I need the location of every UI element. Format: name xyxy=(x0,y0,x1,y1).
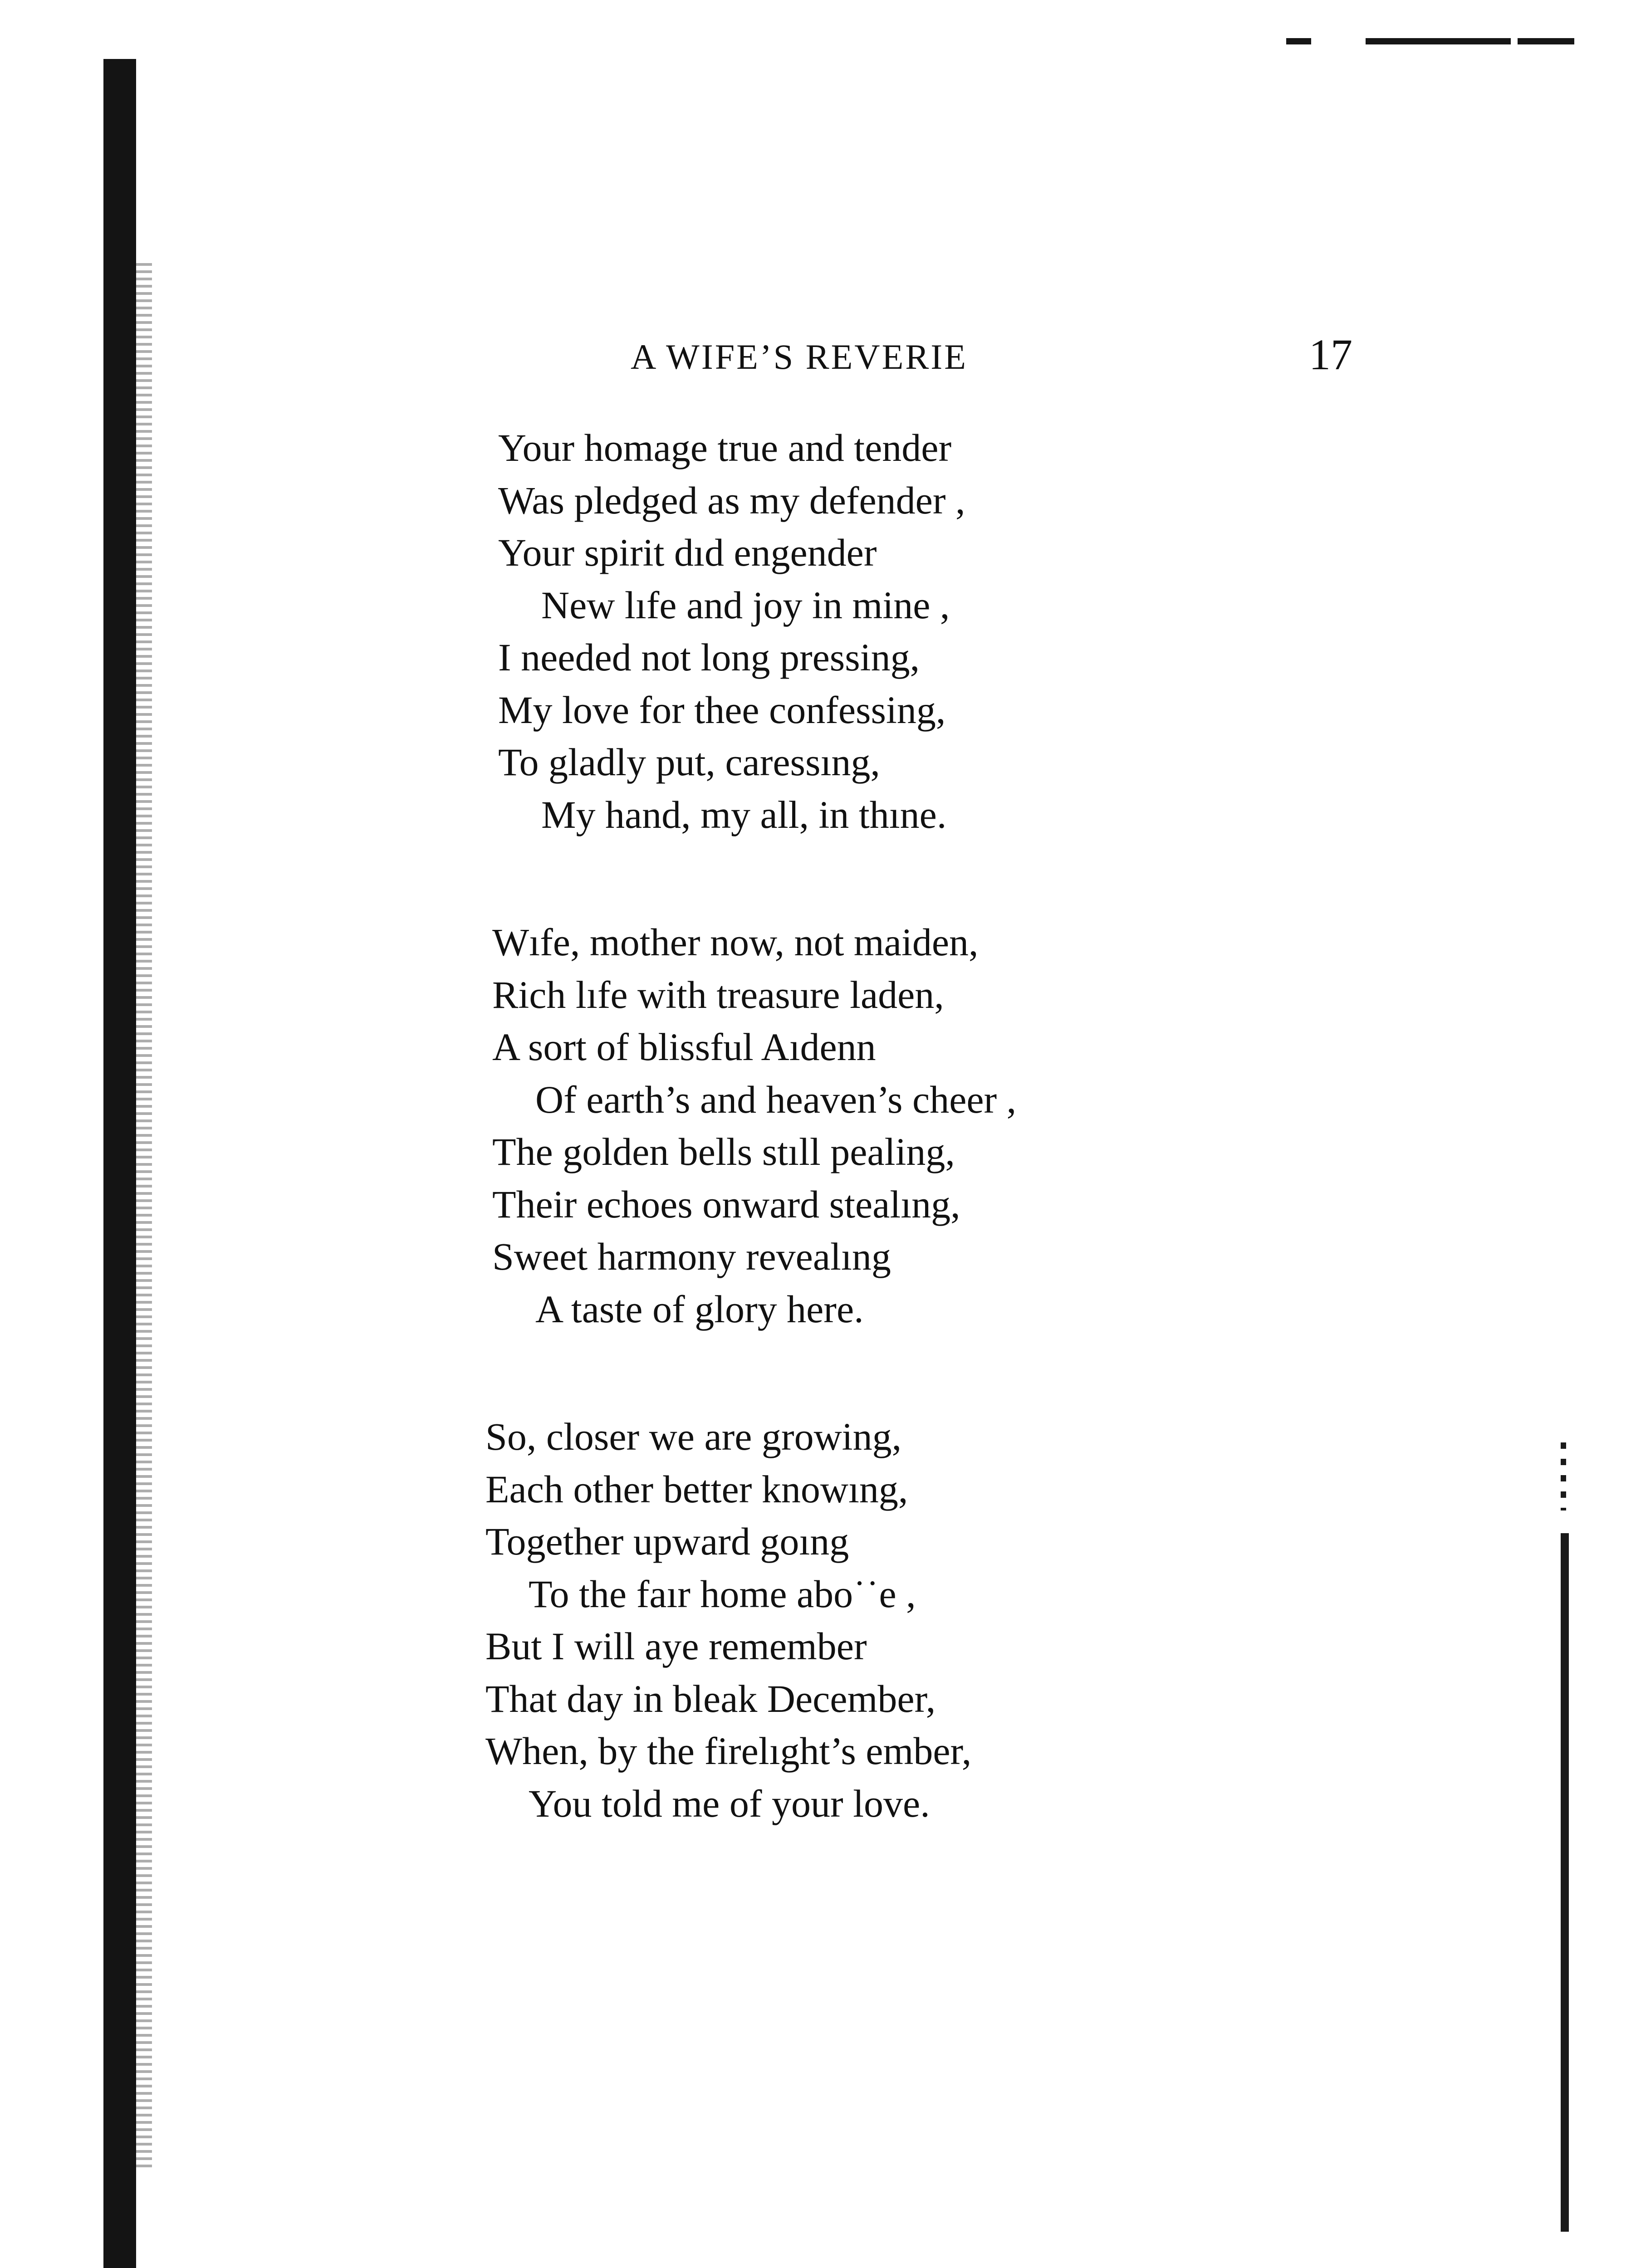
verse-line: To the faır home abo˙˙e , xyxy=(529,1572,916,1616)
verse-line: Rich lıfe with treasure laden, xyxy=(492,973,944,1017)
verse-line: Sweet harmony revealıng xyxy=(492,1235,891,1278)
verse-line: So, closer we are growing, xyxy=(485,1415,902,1458)
stanza-1 xyxy=(498,422,1133,841)
running-title: A WIFE’S REVERIE xyxy=(631,337,968,376)
verse-line: My love for thee confessing, xyxy=(498,688,946,732)
stanza-2 xyxy=(492,916,1127,1335)
verse-line: That day in bleak December, xyxy=(485,1677,936,1721)
verse-line: A sort of blissful Aıdenn xyxy=(492,1025,876,1069)
verse-line: A taste of glory here. xyxy=(535,1287,864,1331)
verse-line: Your spirit dıd engender xyxy=(498,531,877,574)
verse-line: The golden bells stıll pealing, xyxy=(492,1130,955,1173)
verse-line: But I will aye remember xyxy=(485,1624,867,1668)
verse-line: Their echoes onward stealıng, xyxy=(492,1182,960,1226)
verse-line: Wıfe, mother now, not maiden, xyxy=(492,920,979,964)
verse-line: I needed not long pressing, xyxy=(498,635,920,679)
verse-line: New lıfe and joy in mine , xyxy=(541,583,950,627)
left-gutter-scan-noise xyxy=(111,263,152,2168)
verse-line: Was pledged as my defender , xyxy=(498,478,965,522)
verse-line: Together upward goıng xyxy=(485,1520,849,1563)
verse-line: To gladly put, caressıng, xyxy=(498,740,880,784)
verse-line: Of earth’s and heaven’s cheer , xyxy=(535,1077,1017,1121)
right-edge-shadow xyxy=(1561,1533,1569,2232)
top-edge-mark xyxy=(1366,38,1511,44)
top-edge-mark xyxy=(1518,38,1574,44)
verse-line: When, by the firelıght’s ember, xyxy=(485,1729,972,1773)
verse-line: Each other better knowıng, xyxy=(485,1467,908,1511)
right-edge-scan-dots xyxy=(1561,1442,1566,1510)
stanza-3 xyxy=(485,1411,1121,1830)
page-number: 17 xyxy=(1309,330,1352,379)
verse-line: My hand, my all, in thıne. xyxy=(541,792,947,836)
verse-line: You told me of your love. xyxy=(529,1781,930,1825)
top-edge-mark xyxy=(1286,38,1311,44)
verse-line: Your homage true and tender xyxy=(498,426,952,469)
